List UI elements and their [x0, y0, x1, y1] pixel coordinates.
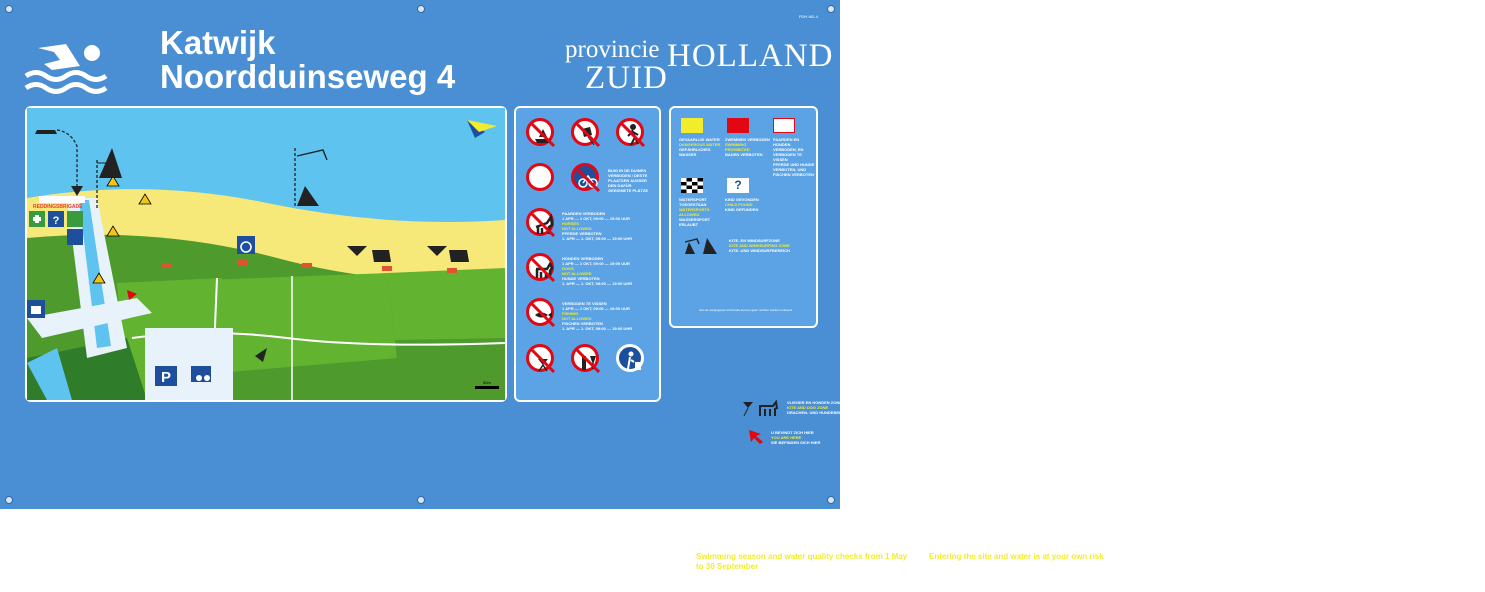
dogs-de-period: 1. APR — 1. OKT, 09:00 — 19:00 UHR: [562, 281, 633, 286]
dogs-de: HUNDE VERBOTEN: [562, 276, 600, 281]
here-en: YOU ARE HERE: [771, 435, 802, 440]
question-flag-icon: ?: [727, 178, 749, 193]
swim-en: SWIMMING PROHIBITED: [725, 142, 750, 152]
fish-en-period: NOT ALLOWED: [562, 316, 592, 321]
horses-de: PFERDE VERBOTEN: [562, 231, 602, 236]
sport-nl: WATERSPORT TOEGESTAAN: [679, 197, 707, 207]
season-de: Badesaison und Überwachung der Wasserqualität vom 1. Mai bis 30. September: [696, 572, 914, 591]
season-en: Swimming season and water quality checks from 1 May to 30 September: [696, 552, 908, 571]
screw: [827, 5, 835, 13]
here-de: SIE BEFINDEN SICH HIER: [771, 440, 821, 445]
kitedog-en: KITE AND DOG ZONE: [787, 405, 829, 410]
horses-en: HORSES: [562, 221, 579, 226]
kite-dog-icon: [739, 398, 781, 418]
screw: [827, 496, 835, 504]
here-text: [771, 430, 871, 445]
sport-de: WASSERSPORT ERLAUBT: [679, 217, 711, 227]
season-nl: Zwemseizoen en controle van de waterkwaliteit van 1 mei tot en met 30 september: [696, 532, 915, 551]
no-alcohol-sign: [571, 344, 599, 372]
screw: [5, 5, 13, 13]
swimwater-phone: Zwemwatertelefoon: 0800 - 90 36: [1185, 552, 1310, 561]
sign-code: PDH-ND-4: [798, 14, 818, 19]
sport-text: [679, 197, 724, 227]
kite-nl: KITE- EN WINDSURFZONE: [729, 238, 780, 243]
no-bbq-sign: [526, 344, 554, 372]
svg-text:?: ?: [52, 215, 60, 227]
parking-letter: P: [160, 369, 172, 386]
horses-en-period: NOT ALLOWED: [562, 226, 592, 231]
horses-nl-period: 1 APR — 1 OKT, 09:00 — 19:00 UUR: [562, 216, 630, 221]
logo-word-holland: HOLLAND: [667, 38, 834, 74]
swimmer-icon: [22, 40, 108, 96]
scale-label: 50m: [483, 380, 491, 385]
red-flag-icon: [727, 118, 749, 133]
disclaimer: Aan de aangegeven informatie kunnen geen rechten worden ontleend: [699, 308, 792, 312]
manager-phone: Beheerderstelefoon: 071 - 40 65 000: [1185, 532, 1322, 541]
horses-de-period: 1. APR — 1. OKT, 09:00 — 19:00 UHR: [562, 236, 633, 241]
rules-panel: [514, 106, 661, 402]
dogs-text: [562, 256, 656, 286]
kite-windsurf-icon: [681, 236, 723, 256]
no-kite-sign: [571, 118, 599, 146]
logo-word-provincie: provincie: [565, 36, 660, 63]
screw: [417, 5, 425, 13]
no-jetski-sign: [526, 118, 554, 146]
logo-word-zuid: ZUID: [585, 60, 668, 96]
horses-nl: PAARDEN VERBODEN: [562, 211, 606, 216]
swim-de: BADEN VERBOTEN: [725, 152, 763, 157]
sport-en: WATERSPORTS ALLOWED: [679, 207, 710, 217]
dogs-en: DOGS: [562, 266, 574, 271]
horsedog-text: [773, 137, 815, 177]
title-line-2: Noordduinseweg 4: [160, 58, 456, 95]
child-nl: KIND GEVONDEN: [725, 197, 759, 202]
kite-en: KITE AND WINDSURFING ZONE: [729, 243, 790, 248]
child-en: CHILD FOUND: [725, 202, 753, 207]
no-entry-sign: [526, 163, 554, 191]
footer-contact: [1185, 532, 1485, 582]
child-text: [725, 197, 770, 212]
nature-text: BUIG IN DE DUINEN VERBODEN / DESTE PLAATSEN AUSSER DEN DAFÜR GEEIGNETE PLÄTZE: [608, 168, 649, 193]
rescue-label: REDDINGSBRIGADE: [33, 204, 83, 210]
kitedog-text: [787, 400, 873, 415]
dogs-en-period: NOT ALLOWED: [562, 271, 592, 276]
danger-text: [679, 137, 724, 157]
dogs-nl-period: 1 APR — 1 OKT, 09:00 — 19:00 UUR: [562, 261, 630, 266]
yellow-flag-icon: [681, 118, 703, 133]
horsedog-nl: PAARDEN EN HONDEN VERBODEN, EN VERBODEN TE VISSEN: [773, 137, 804, 162]
kitedog-nl: VLIEGER EN HONDEN ZONE: [787, 400, 842, 405]
no-walking-sign: [616, 118, 644, 146]
page-title: [160, 26, 455, 94]
risk-nl: Betreden van het terrein en water op eigen risico: [929, 532, 1115, 541]
fishing-text: [562, 301, 656, 331]
risk-de: Betreten des Geländes und des Wassers auf eigene Gefahr: [929, 572, 1154, 581]
swim-text: [725, 137, 770, 157]
swim-nl: ZWEMMEN VERBODEN: [725, 137, 770, 142]
kite-de: KITE- UND WINDSURFBEREICH: [729, 248, 790, 253]
footer-season: [696, 532, 916, 592]
no-fishing-sign: [526, 298, 554, 326]
no-horses-sign: [526, 208, 554, 236]
no-dogs-sign: [526, 253, 554, 281]
risk-en: Entering the site and water is at your own risk: [929, 552, 1104, 561]
no-cycling-sign: [571, 163, 599, 191]
dogs-nl: HONDEN VERBODEN: [562, 256, 604, 261]
flags-panel: [669, 106, 1322, 591]
fish-nl-period: 1 APR — 1 OKT, 09:00 — 19:00 UUR: [562, 306, 630, 311]
horsedog-de: PFERDE UND HUNDE VERBOTEN, UND FISCHEN VERBOTEN: [773, 162, 815, 177]
here-nl: U BEVINDT ZICH HIER: [771, 430, 814, 435]
kitedog-de: DRACHEN- UND HUNDEBEREICH: [787, 410, 852, 415]
checkered-flag-icon: [681, 178, 703, 193]
horses-text: [562, 211, 656, 241]
screw: [417, 496, 425, 504]
fish-de: FISCHEN VERBOTEN: [562, 321, 603, 326]
fish-nl: VERBODEN TE VISSEN: [562, 301, 607, 306]
danger-de: GEFÄHRLICHES WASSER: [679, 147, 711, 157]
footer-risk: [929, 532, 1169, 582]
fish-de-period: 1. APR — 1. OKT, 09:00 — 19:00 UHR: [562, 326, 633, 331]
child-de: KIND GEFUNDEN: [725, 207, 759, 212]
litter-bin-sign: [616, 344, 644, 372]
screw: [5, 496, 13, 504]
fish-en: FISHING: [562, 311, 579, 316]
you-are-here-arrow-icon: [747, 428, 767, 444]
no-horse-dog-flag-icon: [773, 118, 795, 133]
danger-nl: GEVAARLIJK WATER: [679, 137, 720, 142]
title-line-1: Katwijk: [160, 24, 276, 61]
website-link[interactable]: www.zwemwater.nl: [1185, 572, 1258, 581]
beach-map: [25, 106, 507, 402]
map-illustration: [27, 108, 505, 400]
danger-en: DANGEROUS WATER: [679, 142, 721, 147]
